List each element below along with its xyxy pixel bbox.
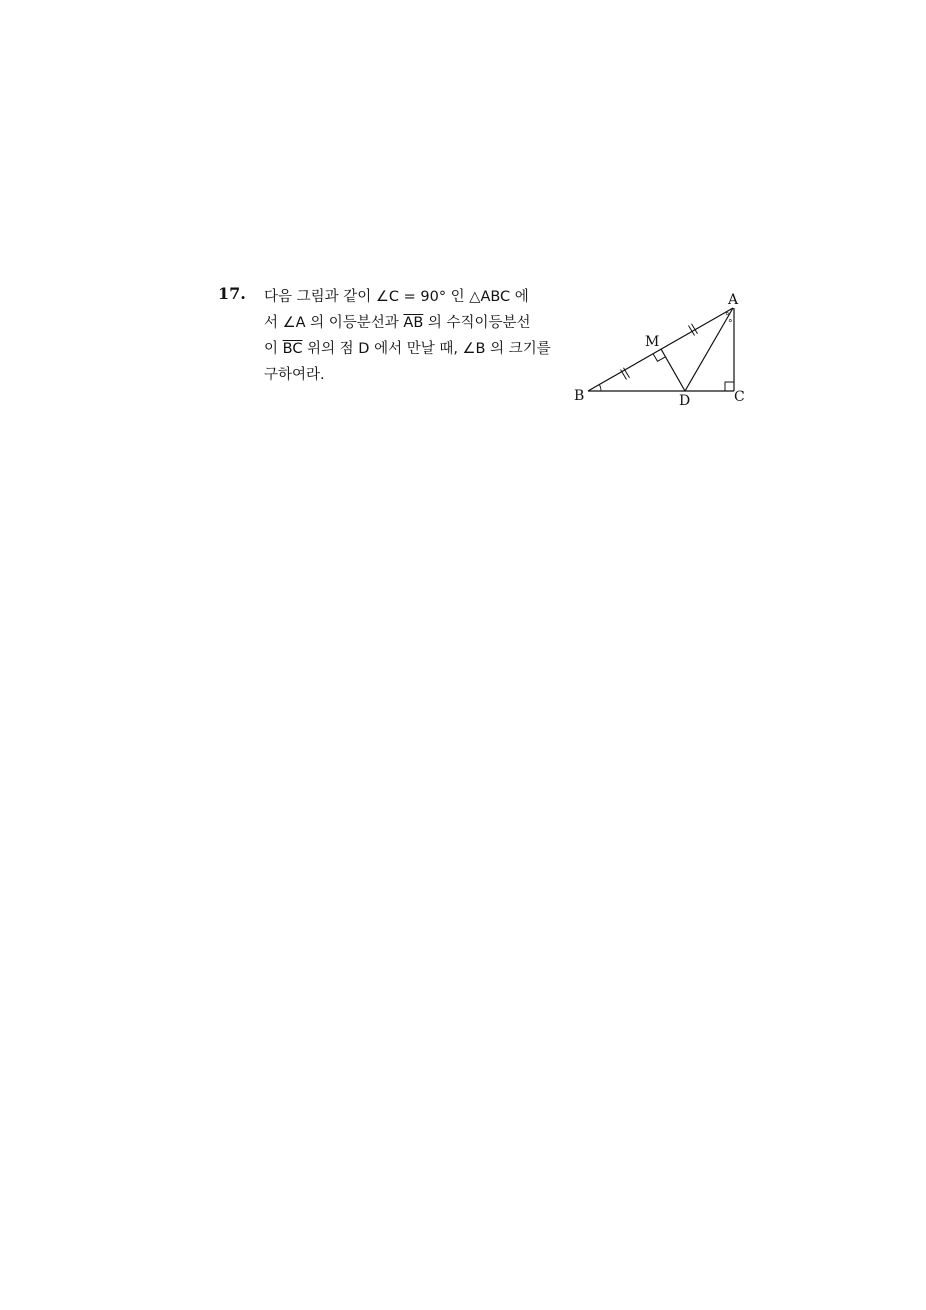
statement-line-1 <box>264 284 564 310</box>
label-a: A <box>728 292 739 308</box>
statement-text: 의 수직이등분선 <box>423 315 531 331</box>
problem-statement <box>264 284 564 388</box>
statement-line-4 <box>264 362 564 388</box>
triangle-figure <box>568 286 758 411</box>
label-c: C <box>734 389 745 405</box>
angle-mark-a-2: ° <box>728 319 733 329</box>
angle-arc-b <box>599 385 601 392</box>
side-ab <box>588 308 733 391</box>
label-d: D <box>679 393 691 409</box>
right-angle-mark-c <box>725 382 734 391</box>
statement-line-3 <box>264 336 564 362</box>
label-b: B <box>574 388 585 404</box>
statement-text: 위의 점 D 에서 만날 때, ∠B 의 크기를 <box>302 341 551 357</box>
angle-mark-a-1: ° <box>725 312 730 322</box>
label-m: M <box>645 334 660 350</box>
statement-text: 다음 그림과 같이 ∠C = 90° 인 △ABC 에 <box>264 289 529 305</box>
statement-text: 구하여라. <box>264 367 325 383</box>
segment-bc: $\overline{BC}$ <box>282 341 303 357</box>
segment-ab: $\overline{AB}$ <box>403 315 424 331</box>
statement-line-2 <box>264 310 564 336</box>
perpendicular-md <box>661 349 685 391</box>
problem-number: 17. <box>218 284 246 303</box>
statement-text: 이 <box>264 341 283 357</box>
statement-text: 서 ∠A 의 이등분선과 <box>264 315 404 331</box>
